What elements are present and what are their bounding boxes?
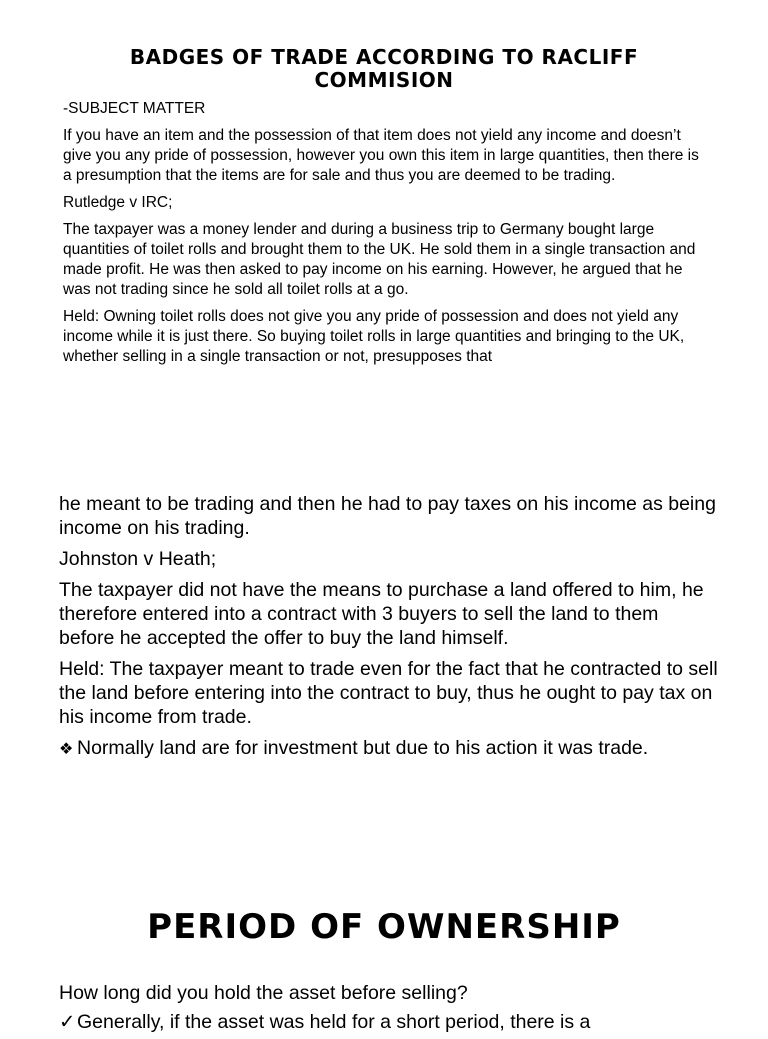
paragraph-rutledge-facts: The taxpayer was a money lender and during a business trip to Germany bought large quantities of toilet rolls and brought them to the UK. He sold them in a single transaction and made profit. He was then asked to pay income on his earning. However, he argued that he was not trading since he sold all toilet rolls at a go. [63, 221, 696, 298]
paragraph-johnston-facts: The taxpayer did not have the means to purchase a land offered to him, he therefore entered into a contract with 3 buyers to sell the land to them before he accepted the offer to buy the land himself. [59, 579, 704, 649]
case-name-rutledge: Rutledge v IRC; [63, 194, 173, 211]
subheading-subject-matter: -SUBJECT MATTER [63, 100, 206, 117]
document-page-1 [0, 0, 768, 470]
document-page-2 [0, 470, 768, 1033]
check-item [59, 1010, 739, 1034]
page-1-body [63, 99, 703, 374]
page-title: BADGES OF TRADE ACCORDING TO RACLIFF COMMISION [129, 45, 639, 92]
bullet-item [59, 736, 719, 762]
section-heading: PERIOD OF OWNERSHIP [147, 907, 621, 947]
paragraph-johnston-held: Held: The taxpayer meant to trade even for the fact that he contracted to sell the land before entering into the contract to buy, thus he ought to pay tax on his income from trade. [59, 658, 718, 728]
paragraph-definition: If you have an item and the possession of that item does not yield any income and doesn’t give you any pride of possession, however you own this item in large quantities, then there is a presumption that the items are for sale and thus you are deemed to be trading. [63, 127, 699, 184]
check-item-text: Generally, if the asset was held for a short period, there is a [77, 1011, 591, 1033]
checkmark-icon: ✓ [59, 1011, 76, 1033]
paragraph-rutledge-held: Held: Owning toilet rolls does not give you any pride of possession and does not yield any income while it is just there. So buying toilet rolls in large quantities and bringing to the UK, whether selling in a single transaction or not, presupposes that [63, 308, 685, 365]
bullet-text: Normally land are for investment but due to his action it was trade. [77, 737, 649, 759]
section-body [59, 981, 739, 1039]
case-name-johnston: Johnston v Heath; [59, 548, 217, 570]
diamond-bullet-icon: ❖ [59, 741, 74, 758]
page-2-body [59, 492, 719, 769]
question-text: How long did you hold the asset before selling? [59, 982, 468, 1004]
paragraph-continuation: he meant to be trading and then he had to pay taxes on his income as being income on his trading. [59, 493, 716, 539]
